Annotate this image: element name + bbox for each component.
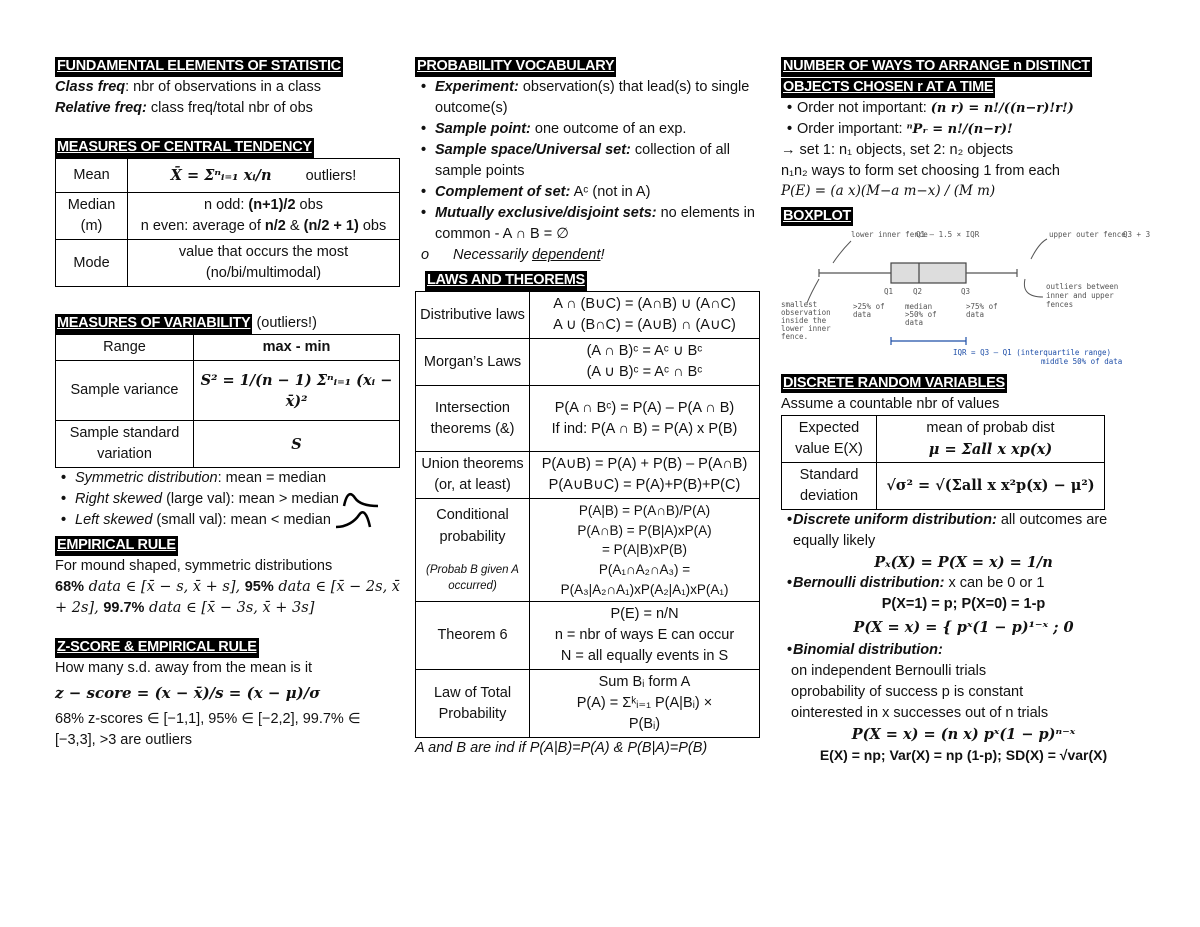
variability-heading: MEASURES OF VARIABILITY <box>55 314 252 334</box>
class-freq-line <box>55 77 400 98</box>
gt75-label: >75% of data <box>966 301 998 319</box>
median-odd: n odd: (n+1)/2 obs <box>204 197 323 214</box>
law-label: Distributive laws <box>416 292 530 339</box>
list-item: • Complement of set: Aᶜ (not in A) <box>415 182 760 203</box>
arrange-heading-2: OBJECTS CHOSEN r AT A TIME <box>781 78 995 98</box>
vocab-heading: PROBABILITY VOCABULARY <box>415 57 616 77</box>
mode-label: Mode <box>56 240 128 287</box>
outliers-label: outliers between inner and upper fences <box>1046 281 1119 309</box>
central-tendency-table <box>55 158 400 287</box>
sd-formula: √σ² = √(Σall x x²p(x) − μ²) <box>877 462 1105 509</box>
empirical-heading: EMPIRICAL RULE <box>55 536 178 556</box>
mean-cell <box>128 159 400 193</box>
rel-freq-line <box>55 98 400 119</box>
list-item: • Right skewed (large val): mean > median <box>55 489 400 510</box>
binomial-formula: P(X = x) = (n x) pˣ(1 − p)ⁿ⁻ˣ <box>851 725 1076 743</box>
zscore-formula: z − score = (x − x̄)/s = (x − μ)/σ <box>55 684 321 703</box>
binomial-moments: E(X) = np; Var(X) = np (1-p); SD(X) = √var(X) <box>819 746 1108 763</box>
uniform-formula: Pₓ(X) = P(X = x) = 1/n <box>874 553 1053 571</box>
list-item: ointerested in x successes out of n trials <box>791 704 1049 721</box>
law-label: Morgan’s Laws <box>416 339 530 386</box>
table-row <box>416 602 760 670</box>
zscore-heading: Z-SCORE & EMPIRICAL RULE <box>55 638 259 658</box>
skew-list <box>55 468 400 531</box>
central-tendency-section <box>55 137 400 287</box>
median-even: n even: average of n/2 & (n/2 + 1) obs <box>140 218 387 235</box>
fundamentals-heading: FUNDAMENTAL ELEMENTS OF STATISTIC <box>55 57 343 77</box>
table-row <box>416 339 760 386</box>
mean-label: Mean <box>56 159 128 193</box>
bernoulli-list <box>781 573 1146 594</box>
q1-label: Q1 <box>884 286 894 296</box>
table-row <box>416 670 760 738</box>
rel-freq-def: class freq/total nbr of obs <box>146 100 313 117</box>
table-row <box>56 335 400 361</box>
middle-label: middle 50% of data <box>1041 356 1123 366</box>
bernoulli-formula: P(X = x) = { pˣ(1 − p)¹⁻ˣ ; 0 <box>853 618 1074 636</box>
q1-formula-label: Q1 – 1.5 × IQR <box>916 229 980 239</box>
column-2 <box>415 56 760 763</box>
central-tendency-heading: MEASURES OF CENTRAL TENDENCY <box>55 138 314 158</box>
list-item: • Discrete uniform distribution: all outcomes are equally likely <box>781 510 1146 552</box>
ways-line: n₁n₂ ways to form set choosing 1 from each <box>781 163 1060 180</box>
zscore-section <box>55 637 400 751</box>
mean-note: outliers! <box>305 167 357 184</box>
law-value: Sum Bᵢ form A P(A) = Σᵏᵢ₌₁ P(A|Bᵢ) × P(Bᵢ) <box>530 670 760 738</box>
left-skew-curve-icon <box>335 511 371 529</box>
law-value: (A ∩ B)ᶜ = Aᶜ ∪ Bᶜ (A ∪ B)ᶜ = Aᶜ ∩ Bᶜ <box>530 339 760 386</box>
list-item: o Necessarily dependent! <box>415 245 760 266</box>
ev-line1: mean of probab dist <box>926 419 1055 436</box>
zscore-line3: 68% z-scores ∈ [−1,1], 95% ∈ [−2,2], 99.7% ∈ [−3,3], >3 are outliers <box>55 711 361 749</box>
ev-cell <box>877 415 1105 462</box>
ev-label: Expected value E(X) <box>782 415 877 462</box>
class-freq-term: Class freq <box>55 79 126 96</box>
law-value: P(A ∩ Bᶜ) = P(A) – P(A ∩ B) If ind: P(A ∩ B) = P(A) x P(B) <box>530 386 760 452</box>
law-label: Intersection theorems (&) <box>416 386 530 452</box>
law-value: P(E) = n/N n = nbr of ways E can occur N = all equally events in S <box>530 602 760 670</box>
assume-line: Assume a countable nbr of values <box>781 395 1000 412</box>
empirical-section <box>55 535 400 619</box>
lower-fence-label: lower inner fence <box>851 229 928 239</box>
list-item: on independent Bernoulli trials <box>791 662 987 679</box>
arrange-section <box>781 56 1146 202</box>
arrange-heading-1: NUMBER OF WAYS TO ARRANGE n DISTINCT <box>781 57 1092 77</box>
law-label: Theorem 6 <box>416 602 530 670</box>
list-item: • Sample space/Universal set: collection of all sample points <box>415 140 760 182</box>
binomial-items <box>781 661 1146 724</box>
variability-table <box>55 334 400 468</box>
median-label: Median (m) <box>56 193 128 240</box>
table-row <box>782 462 1105 509</box>
sd-label: Sample standard variation <box>56 421 194 468</box>
distribution-list <box>781 510 1146 552</box>
list-item: • Bernoulli distribution: x can be 0 or 1 <box>781 573 1146 594</box>
gt25-label: >25% of data <box>853 301 885 319</box>
ev-formula: μ = Σall x xp(x) <box>928 440 1053 458</box>
list-item: • Order important: ⁿPᵣ = n!/(n−r)! <box>781 119 1146 140</box>
laws-heading: LAWS AND THEOREMS <box>425 271 587 291</box>
law-value: P(A∪B) = P(A) + P(B) – P(A∩B) P(A∪B∪C) = P(A)+P(B)+P(C) <box>530 452 760 499</box>
mode-desc: value that occurs the most (no/bi/multimodal) <box>128 240 400 287</box>
table-row <box>416 292 760 339</box>
law-value: P(A|B) = P(A∩B)/P(A) P(A∩B) = P(B|A)xP(A) = P(A|B)xP(B) P(A₁∩A₂∩A₃) = P(A₃|A₂∩A₁)xP(A₂|A₁)xP(A₁) <box>530 499 760 602</box>
law-sublabel: (Probab B given A occurred) <box>426 563 519 593</box>
iqr-label: IQR = Q3 – Q1 (interquartile range) <box>953 347 1112 357</box>
range-value: max - min <box>194 335 400 361</box>
table-row <box>56 421 400 468</box>
range-label: Range <box>56 335 194 361</box>
list-item: • Sample point: one outcome of an exp. <box>415 119 760 140</box>
table-row <box>416 386 760 452</box>
list-item: • Order not important: (n r) = n!/((n−r)!r!) <box>781 98 1146 119</box>
set-line: → set 1: n₁ objects, set 2: n₂ objects <box>781 142 1014 159</box>
q3-formula-label: Q3 + 3 <box>1123 229 1151 239</box>
empirical-line2: 68% data ∈ [x̄ − s, x̄ + s], 95% data ∈ [x̄ − 2s, x̄ + 2s], 99.7% data ∈ [x̄ − 3s, x̄ + 3s] <box>55 579 400 617</box>
upper-fence-label: upper outer fence <box>1049 229 1126 239</box>
q2-label: Q2 <box>913 286 923 296</box>
boxplot-heading: BOXPLOT <box>781 207 853 227</box>
discrete-section <box>781 373 1146 766</box>
variance-label: Sample variance <box>56 361 194 421</box>
class-freq-def: : nbr of observations in a class <box>125 79 321 96</box>
discrete-heading: DISCRETE RANDOM VARIABLES <box>781 374 1007 394</box>
table-row <box>782 415 1105 462</box>
variance-formula: S² = 1/(n − 1) Σⁿᵢ₌₁ (xᵢ − x̄)² <box>194 361 400 421</box>
vocab-section <box>415 56 760 266</box>
sd-value: S <box>194 421 400 468</box>
laws-footnote: A and B are ind if P(A|B)=P(A) & P(B|A)=P(B) <box>415 740 708 757</box>
sd-label: Standard deviation <box>782 462 877 509</box>
list-item: • Binomial distribution: <box>781 640 1146 661</box>
boxplot-diagram <box>781 229 1151 369</box>
right-skew-curve-icon <box>343 490 379 508</box>
zscore-line1: How many s.d. away from the mean is it <box>55 660 313 677</box>
table-row <box>56 361 400 421</box>
list-item: oprobability of success p is constant <box>791 683 1024 700</box>
discrete-table <box>781 415 1105 510</box>
law-label-cell <box>416 499 530 602</box>
list-item: • Symmetric distribution: mean = median <box>55 468 400 489</box>
table-row <box>416 499 760 602</box>
pe-formula: P(E) = (a x)(M−a m−x) / (M m) <box>781 183 996 200</box>
median-cell <box>128 193 400 240</box>
vocab-list <box>415 77 760 266</box>
column-3 <box>781 56 1151 769</box>
law-label: Law of Total Probability <box>416 670 530 738</box>
variability-section <box>55 313 400 531</box>
mean-formula: X̄ = Σⁿᵢ₌₁ xᵢ/n <box>170 166 272 184</box>
binomial-list <box>781 640 1146 661</box>
column-1 <box>55 56 400 755</box>
table-row <box>56 159 400 193</box>
law-value: A ∩ (B∪C) = (A∩B) ∪ (A∩C) A ∪ (B∩C) = (A∪B) ∩ (A∪C) <box>530 292 760 339</box>
q3-label: Q3 <box>961 286 971 296</box>
variability-heading-suffix: (outliers!) <box>252 315 317 332</box>
laws-table <box>415 291 760 738</box>
list-item: • Mutually exclusive/disjoint sets: no elements in common - A ∩ B = ∅ <box>415 203 760 245</box>
arrange-list <box>781 98 1146 140</box>
median-label: median >50% of data <box>905 301 937 327</box>
table-row <box>416 452 760 499</box>
smallest-label: smallest observation inside the lower inner fence. <box>781 299 831 341</box>
list-item: • Left skewed (small val): mean < median <box>55 510 400 531</box>
table-row <box>56 193 400 240</box>
boxplot-section <box>781 206 1151 369</box>
table-row <box>56 240 400 287</box>
laws-section <box>415 270 760 759</box>
rel-freq-term: Relative freq: <box>55 100 147 117</box>
list-item: • Experiment: observation(s) that lead(s) to single outcome(s) <box>415 77 760 119</box>
bernoulli-line: P(X=1) = p; P(X=0) = 1-p <box>881 595 1046 612</box>
empirical-line1: For mound shaped, symmetric distributions <box>55 558 333 575</box>
law-label: Conditional probability <box>436 507 509 545</box>
fundamentals-section <box>55 56 400 119</box>
law-label: Union theorems (or, at least) <box>416 452 530 499</box>
